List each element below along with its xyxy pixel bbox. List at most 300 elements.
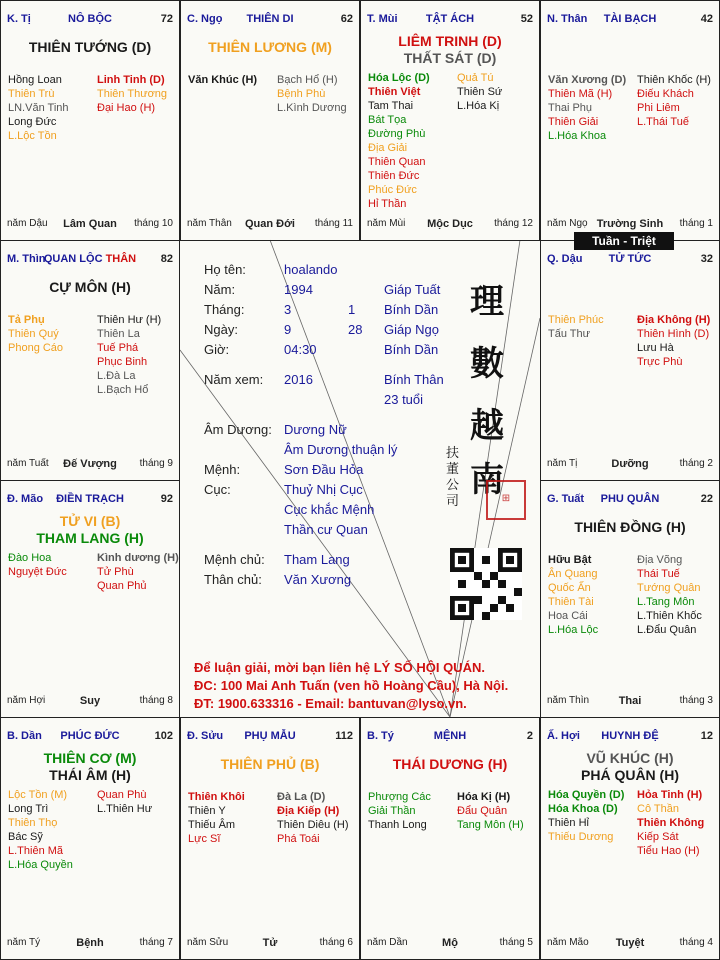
main-star: LIÊM TRINH (D) [398,33,502,49]
footer-stage: Tử [262,937,278,949]
red-seal-icon: ⊞ [486,480,526,520]
star: Kiếp Sát [637,831,679,843]
palace-number: 112 [335,730,353,742]
star: L.Kình Dương [277,102,347,114]
menhchu-value: Tham Lang [284,552,350,567]
palace-dan[interactable] [0,717,180,960]
menhchu-label: Mệnh chủ: [204,552,265,567]
star: Đà La (D) [277,791,326,803]
palace-name: PHỤ MẪU [244,730,296,742]
main-star: TỬ VI (B) [59,513,121,529]
right-stars [97,73,167,115]
palace-footer [7,695,173,709]
right-stars [97,551,179,593]
star: Quốc Ấn [548,582,591,594]
star: Thiên Mã (H) [548,88,613,100]
palace-footer [7,458,173,472]
right-stars [457,71,502,113]
star: Tướng Quân [637,582,701,594]
palace-branch: Q. Dậu [547,253,583,265]
star: Quan Phù [97,789,147,801]
palace-branch: T. Mùi [367,13,398,25]
star: Thiên Sứ [457,86,503,98]
palace-number: 42 [700,13,713,25]
right-stars [637,313,710,369]
star: Phi Liêm [637,102,680,114]
left-stars [368,790,431,832]
star: Giải Thần [368,805,416,817]
palace-name: ĐIỀN TRẠCH [56,493,124,505]
palace-header [7,730,173,744]
palace-name: TỬ TỨC [608,253,652,265]
palace-number: 12 [700,730,713,742]
palace-hoi[interactable] [540,717,720,960]
star: Bạch Hổ (H) [277,74,338,86]
star: Văn Xương (D) [548,74,627,86]
main-star: VŨ KHÚC (H) [586,750,674,766]
star: Hữu Bật [548,554,592,566]
right-stars [637,553,702,637]
side-char-3: 公 [446,478,460,493]
main-stars [541,750,719,784]
palace-footer [547,218,713,232]
main-stars [1,750,179,784]
palace-name: PHU QUÂN [600,493,660,505]
day-lunar: 28 [348,322,363,337]
star: Lưu Hà [637,342,674,354]
view-year-canchi: Bính Thân [384,372,444,387]
star: Hóa Kị (H) [457,791,511,803]
palace-header [547,13,713,27]
star: L.Thiên Mã [8,845,64,857]
star: Thiên Không [637,817,705,829]
star: Tả Phụ [8,314,45,326]
main-star: THẤT SÁT (D) [403,50,497,66]
palace-branch: G. Tuất [547,493,585,505]
footer-year: năm Dậu [7,218,48,229]
star: Lộc Tồn (M) [8,789,68,801]
month-label: Tháng: [204,302,245,317]
palace-name: NÔ BỘC [68,13,112,25]
month-canchi: Bính Dần [384,302,439,317]
palace-mao[interactable] [0,480,180,718]
side-calligraphy [446,446,462,510]
star: Thiên Hư (H) [97,314,162,326]
footer-stage: Mộc Dục [427,218,473,230]
calligraphy-char-1: 理 [470,282,504,322]
star: L.Đà La [97,370,136,382]
star: L.Thiên Hư [97,803,153,815]
star: Thiên Hình (D) [637,328,710,340]
star: Đào Hoa [8,552,52,564]
palace-number: 62 [340,13,353,25]
thanchu-value: Văn Xương [284,572,352,587]
footer-stage: Mộ [442,937,458,949]
footer-month: tháng 3 [679,695,713,706]
left-stars [8,313,63,355]
star: Phúc Đức [368,184,417,196]
footer-year: năm Tuất [7,458,49,469]
main-stars [361,33,539,67]
star: Nguyệt Đức [8,566,67,578]
star: Thiên Khốc (H) [637,74,711,86]
tuan-triet-badge: Tuần - Triệt [574,232,674,250]
palace-footer [367,937,533,951]
footer-month: tháng 4 [679,937,713,948]
star: Thiên Hỉ [548,817,589,829]
right-stars [637,73,711,129]
star: Tuế Phá [97,342,139,354]
star: L.Hóa Khoa [548,130,607,142]
year-label: Năm: [204,282,236,297]
palace-number: 92 [160,493,173,505]
palace-ti[interactable] [0,0,180,241]
hour-value: 04:30 [284,342,317,357]
star: Kình dương (H) [97,552,179,564]
star: Thiếu Dương [548,831,614,843]
palace-name: QUAN LỘC THÂN [43,253,137,265]
star: Hỉ Thần [368,198,407,210]
palace-ty[interactable] [360,717,540,960]
palace-header [547,493,713,507]
star: Thiên Phúc [548,314,604,326]
star: Tử Phù [97,566,134,578]
left-stars [188,73,257,87]
star: Thiên Thương [97,88,168,100]
main-star: THIÊN PHỦ (B) [220,756,320,772]
footer-stage: Tuyệt [615,937,645,949]
star: LN.Văn Tinh [8,102,69,114]
main-star: THAM LANG (H) [36,530,144,546]
footer-month: tháng 1 [679,218,713,229]
hour-canchi: Bính Dần [384,342,439,357]
footer-stage: Đế Vượng [63,458,117,470]
footer-year: năm Ngọ [547,218,588,229]
side-char-1: 扶 [446,446,460,461]
amduong-value: Dương Nữ [284,422,347,437]
palace-branch: K. Tị [7,13,31,25]
palace-branch: Ấ. Hợi [547,730,580,742]
footer-month: tháng 7 [139,937,173,948]
palace-footer [547,695,713,709]
star: Thiên Trù [8,88,55,100]
star: Bệnh Phù [277,88,326,100]
palace-footer [547,937,713,951]
star: L.Đẩu Quân [637,624,697,636]
name-label: Họ tên: [204,262,246,277]
main-star: PHÁ QUÂN (H) [581,767,679,783]
palace-branch: B. Tý [367,730,394,742]
star: Hóa Khoa (D) [548,803,618,815]
side-char-2: 董 [446,462,460,477]
star: Hóa Quyền (D) [548,789,625,801]
star: Thiên Việt [368,86,421,98]
right-stars [637,788,704,858]
footer-year: năm Hợi [7,695,46,706]
palace-name: TẬT ÁCH [425,13,475,25]
footer-stage: Trường Sinh [596,218,664,230]
left-stars [8,73,69,143]
palace-name: MỆNH [433,730,467,742]
palace-mui[interactable] [360,0,540,241]
right-stars [97,313,161,397]
palace-branch: N. Thân [547,13,588,25]
palace-name: HUYNH ĐỆ [601,730,659,742]
footer-stage: Dưỡng [611,458,649,470]
right-stars [97,788,152,816]
footer-stage: Thai [618,695,642,707]
age-value: 23 tuổi [384,392,424,407]
star: Long Đức [8,116,57,128]
calligraphy-char-2: 數 [470,344,504,384]
palace-header [187,13,353,27]
star: Thiên Khôi [188,791,245,803]
cuc-note-2: Thần cư Quan [284,522,368,537]
footer-month: tháng 12 [494,218,533,229]
amduong-label: Âm Dương: [204,422,272,437]
palace-header [547,730,713,744]
main-stars [181,756,359,773]
star: Thiên Diêu (H) [277,819,349,831]
main-stars [1,39,179,56]
hour-label: Giờ: [204,342,230,357]
footer-month: tháng 6 [319,937,353,948]
main-star: THIÊN CƠ (M) [43,750,137,766]
footer-stage: Suy [79,695,101,707]
year-canchi: Giáp Tuất [384,282,441,297]
star: Quan Phủ [97,580,147,592]
star: Thanh Long [368,819,427,831]
footer-year: năm Tý [7,937,41,948]
palace-branch: B. Dần [7,730,42,742]
star: Phục Binh [97,356,148,368]
main-star: THIÊN LƯƠNG (M) [208,39,332,55]
palace-dau[interactable] [540,240,720,481]
star: Địa Không (H) [637,314,711,326]
left-stars [8,551,67,579]
cuc-label: Cục: [204,482,231,497]
main-stars [1,279,179,296]
palace-branch: Đ. Sửu [187,730,224,742]
palace-branch: Đ. Mão [7,493,44,505]
star: Tang Môn (H) [457,819,524,831]
palace-thin[interactable] [0,240,180,481]
left-stars [188,790,245,846]
palace-number: 52 [520,13,533,25]
palace-header [7,253,173,267]
right-stars [277,790,349,846]
qr-code-icon [450,548,522,620]
star: L.Hóa Lộc [548,624,599,636]
palace-name: PHÚC ĐỨC [60,730,120,742]
star: Thiên Đức [368,170,420,182]
star: L.Thái Tuế [637,116,689,128]
footer-month: tháng 11 [314,218,353,229]
star: Linh Tinh (D) [97,74,165,86]
star: Thiên Quý [8,328,59,340]
star: Hỏa Tinh (H) [637,789,703,801]
footer-year: năm Dần [367,937,408,948]
star: Long Trì [8,803,49,815]
calligraphy-char-4: 南 [470,460,504,500]
footer-year: năm Mùi [367,218,406,229]
palace-header [187,730,353,744]
star: Phá Toái [277,833,320,845]
palace-number: 82 [160,253,173,265]
left-stars [368,71,430,211]
center-info-panel [180,240,540,717]
contact-line-2: ĐC: 100 Mai Anh Tuấn (ven hồ Hoàng Cầu), Hà Nội. [194,678,509,693]
thanchu-label: Thân chủ: [204,572,262,587]
star: Phượng Các [368,791,431,803]
view-year-label: Năm xem: [204,372,264,387]
contact-line-3: ĐT: 1900.633316 - Email: bantuvan@lyso.vn. [194,696,467,711]
star: Địa Võng [637,554,683,566]
palace-number: 2 [526,730,533,742]
palace-name: THIÊN DI [246,13,294,25]
footer-year: năm Thân [187,218,232,229]
star: Thiên Thọ [8,817,58,829]
main-star: CỰ MÔN (H) [49,279,131,295]
palace-number: 72 [160,13,173,25]
palace-name: TÀI BẠCH [603,13,657,25]
star: Ân Quang [548,568,598,580]
star: Thiên Y [188,805,226,817]
star: Văn Khúc (H) [188,74,258,86]
footer-stage: Bệnh [76,937,104,949]
name-value: hoalando [284,262,338,277]
palace-than[interactable] [540,0,720,241]
palace-header [547,253,713,267]
palace-branch: M. Thìn [7,253,46,265]
palace-header [7,13,173,27]
side-char-4: 司 [446,494,460,509]
star: Hồng Loan [8,74,62,86]
month-solar: 3 [284,302,292,317]
day-solar: 9 [284,322,292,337]
palace-ngo[interactable] [180,0,360,241]
left-stars [548,553,598,637]
star: Địa Giải [368,142,408,154]
footer-year: năm Mão [547,937,589,948]
star: Thiếu Âm [188,819,236,831]
main-star: THIÊN ĐỒNG (H) [574,519,686,535]
year-value: 1994 [284,282,313,297]
star: Bát Tọa [368,114,407,126]
left-stars [548,788,624,844]
main-stars [541,519,719,536]
day-canchi: Giáp Ngọ [384,322,439,337]
star: L.Hóa Kị [457,100,500,112]
right-stars [457,790,524,832]
palace-number: 102 [154,730,173,742]
menh-value: Sơn Đầu Hỏa [284,462,364,477]
footer-month: tháng 5 [499,937,533,948]
star: Đại Hao (H) [97,102,156,114]
month-lunar: 1 [348,302,356,317]
star: Tiểu Hao (H) [637,845,700,857]
star: Quả Tú [457,72,494,84]
footer-stage: Lâm Quan [63,218,117,230]
menh-label: Mệnh: [204,462,241,477]
palace-footer [7,937,173,951]
star: Điếu Khách [637,88,694,100]
main-stars [1,513,179,547]
star: Thai Phụ [548,102,593,114]
star: Đẩu Quân [457,805,508,817]
view-year-value: 2016 [284,372,313,387]
palace-tuat[interactable] [540,480,720,718]
palace-header [367,13,533,27]
main-stars [361,756,539,773]
star: Cô Thần [637,803,679,815]
left-stars [548,73,626,143]
right-stars [277,73,347,115]
main-star: THIÊN TƯỚNG (D) [28,39,152,55]
footer-month: tháng 9 [139,458,173,469]
star: Đường Phù [368,128,426,140]
star: Hóa Lộc (D) [368,72,430,84]
palace-header [367,730,533,744]
star: Thiên Giải [548,116,599,128]
palace-footer [187,218,353,232]
palace-footer [547,458,713,472]
footer-year: năm Tị [547,458,578,469]
footer-month: tháng 10 [134,218,173,229]
palace-branch: C. Ngọ [187,13,223,25]
star: L.Thiên Khốc [637,610,702,622]
cuc-value: Thuỷ Nhị Cục [284,482,363,497]
palace-number: 32 [700,253,713,265]
star: Bác Sỹ [8,831,43,843]
star: L.Lộc Tồn [8,130,57,142]
star: Thiên Quan [368,156,426,168]
star: Hoa Cái [548,610,588,622]
main-stars [181,39,359,56]
palace-footer [7,218,173,232]
star: Tam Thai [368,100,414,112]
calligraphy-char-3: 越 [470,406,504,446]
contact-line-1: Để luận giải, mời bạn liên hệ LÝ SỐ HỘI QUÁN. [194,660,485,675]
star: Phong Cáo [8,342,64,354]
palace-footer [367,218,533,232]
amduong-note: Âm Dương thuận lý [284,442,398,457]
palace-number: 22 [700,493,713,505]
day-label: Ngày: [204,322,238,337]
left-stars [548,313,604,341]
star: L.Bạch Hổ [97,384,149,396]
cuc-note: Cục khắc Mệnh [284,502,375,517]
star: Tấu Thư [548,328,591,340]
than-marker: THÂN [105,253,137,265]
footer-month: tháng 2 [679,458,713,469]
footer-year: năm Thìn [547,695,590,706]
star: Lực Sĩ [188,833,221,845]
footer-month: tháng 8 [139,695,173,706]
footer-year: năm Sửu [187,937,229,948]
star: L.Tang Môn [637,596,695,608]
palace-footer [187,937,353,951]
footer-stage: Quan Đới [245,218,295,230]
star: Địa Kiếp (H) [277,805,340,817]
main-star: THÁI DƯƠNG (H) [392,756,508,772]
palace-suu[interactable] [180,717,360,960]
star: Thiên La [97,328,140,340]
star: Thái Tuế [637,568,680,580]
star: L.Hóa Quyền [8,859,73,871]
star: Thiên Tài [548,596,594,608]
palace-header [7,493,173,507]
